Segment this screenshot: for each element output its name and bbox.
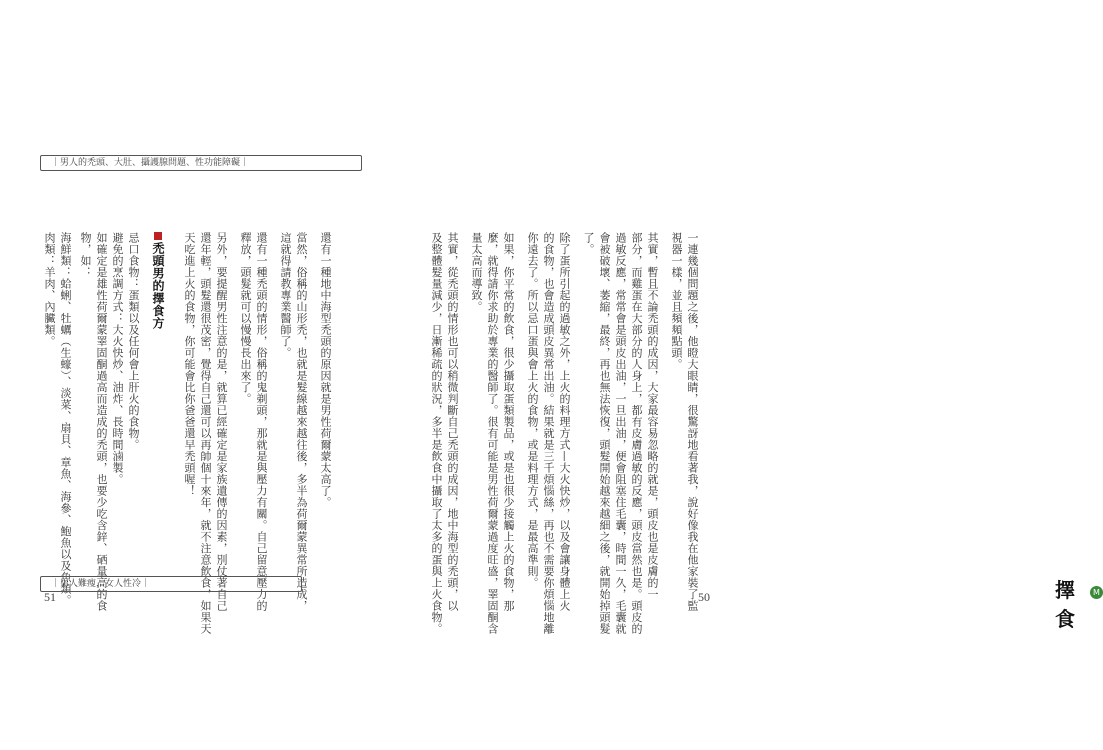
- text-column: 了。: [582, 232, 595, 255]
- text-column: 肉類：羊肉、內臟類。: [43, 232, 56, 347]
- text-column: 海鮮類：蛤蜊、牡蠣（生蠔）、淡菜、扇貝、章魚、海參、鮑魚以及魚類。: [59, 232, 72, 606]
- page-number: 50: [698, 590, 710, 604]
- text-column: 其實，暫且不論禿頭的成因，大家最容易忽略的就是，頭皮也是皮膚的一: [646, 232, 659, 600]
- text-column: 視器一樣，並且頻頻點頭。: [670, 232, 683, 370]
- text-column: 一連幾個問題之後，他瞪大眼睛，很驚訝地看著我，說好像我在他家裝了監: [686, 232, 699, 612]
- text-column: 除了蛋所引起的過敏之外，上火的料理方式—大火快炒，以及會讓身體上火: [558, 232, 571, 612]
- text-column: 釋放，頭髮就可以慢慢長出來了。: [239, 232, 252, 405]
- text-column: 還年輕，頭髮還很茂密，覺得自己還可以再帥個十來年，就不注意飲食，如果天: [199, 232, 212, 635]
- text-column: 量太高而導致。: [470, 232, 483, 313]
- heading-marker-icon: [154, 232, 162, 240]
- text-column: 這就得請教專業醫師了。: [279, 232, 292, 359]
- section-heading-text: 禿頭男的擇食方: [151, 242, 165, 330]
- text-column: 避免的烹調方式：大火快炒、油炸、長時間滷製。: [111, 232, 124, 485]
- logo-badge: M: [1090, 586, 1103, 599]
- running-header: ｜男人的禿頭、大肚、攝護腺問題、性功能障礙｜: [40, 155, 362, 171]
- page-number: 51: [44, 590, 56, 604]
- text-column: 部分，而雞蛋在大部分的人身上，都有皮膚過敏的反應，頭皮當然也是。頭皮的: [630, 232, 643, 635]
- text-column: 其實，從禿頭的情形也可以稍微判斷自己禿頭的成因，地中海型的禿頭，以: [446, 232, 459, 612]
- text-column: 麼，就得請你求助於專業的醫師了。很有可能是男性荷爾蒙過度旺盛，睪固酮含: [486, 232, 499, 635]
- text-column: 忌口食物：蛋類以及任何會上肝火的食物。: [127, 232, 140, 451]
- text-column: 如果，你平常的飲食，很少攝取蛋類製品，或是也很少接觸上火的食物，那: [502, 232, 515, 612]
- text-column: 物，如：: [79, 232, 92, 278]
- text-column: 的食物，也會造成頭皮異常出油。結果就是三千煩惱絲，再也不需要你煩惱地離: [542, 232, 555, 635]
- text-column: 會被破壞、萎縮，最終，再也無法恢復，頭髮開始越來越細之後，就開始掉頭髮: [598, 232, 611, 635]
- left-page: [0, 0, 375, 750]
- text-column: 過敏反應，常常會是頭皮出油，一旦出油，便會阻塞住毛囊，時間一久，毛囊就: [614, 232, 627, 635]
- brand-logo: 擇食: [1055, 578, 1075, 631]
- text-column: 如確定是雄性荷爾蒙睪固酮過高而造成的禿頭，也要少吃含鋅、硒量高的食: [95, 232, 108, 612]
- text-column: 你遠去了。所以忌口蛋與會上火的食物，或是料理方式，是最高準則。: [526, 232, 539, 589]
- section-heading: [150, 232, 164, 330]
- text-column: 還有一種禿頭的情形，俗稱的鬼剃頭，那就是與壓力有關。自己留意壓力的: [255, 232, 268, 612]
- text-column: 還有一種地中海型禿頭的原因就是男性荷爾蒙太高了。: [319, 232, 332, 508]
- text-column: 另外，要提醒男性注意的是，就算已經確定是家族遺傳的因素，別仗著自己: [215, 232, 228, 612]
- text-column: 及整體髮量減少，日漸稀疏的狀況，多半是飲食中攝取了太多的蛋與上火食物。: [430, 232, 443, 635]
- text-column: 當然，俗稱的山形禿，也就是髮線越來越往後，多半為荷爾蒙異常所造成，: [295, 232, 308, 612]
- right-page: [375, 0, 1100, 750]
- text-column: 天吃進上火的食物，你可能會比你爸爸還早禿頭喔！: [183, 232, 196, 497]
- running-footer: ｜男人難瘦，女人性冷｜: [40, 576, 302, 592]
